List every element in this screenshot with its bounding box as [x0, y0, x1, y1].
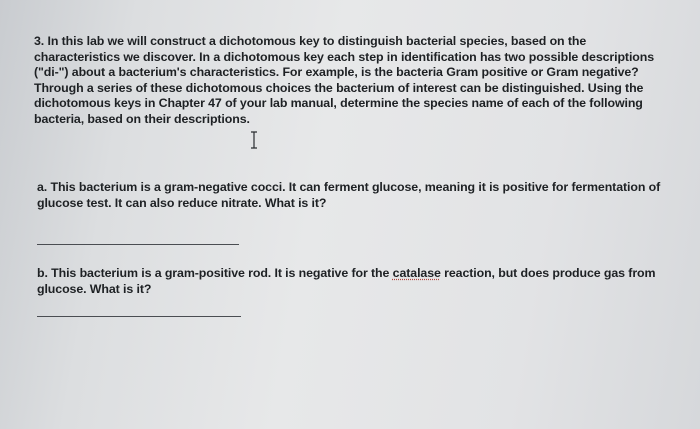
text-cursor-icon [250, 131, 258, 149]
question-3-text: 3. In this lab we will construct a dichotomous key to distinguish bacterial species, based on the characteristics we discover. In a dichotomous key each step in identification has two possible descriptions ("di-") about a bacterium's characteristics. For example, is the bacteria Gram positive or Gram negative? Through a series of these dichotomous choices the bacterium of interest can be distinguished. Using the dichotomous keys in Chapter 47 of your lab manual, determine the species name of each of the following bacteria, based on their descriptions. [34, 34, 655, 126]
part-b-text-after: reaction, but does produce gas from glucose. What is it? [37, 266, 656, 296]
part-a-text: a. This bacterium is a gram-negative cocci. It can ferment glucose, meaning it is positive for fermentation of glucose test. It can also reduce nitrate. What is it? [37, 180, 661, 210]
answer-line-b[interactable] [37, 316, 241, 317]
part-b-text-before: b. This bacterium is a gram-positive rod. It is negative for the [37, 266, 393, 280]
part-b-underlined-word: catalase [392, 266, 441, 280]
part-b-text [37, 266, 669, 297]
answer-line-a[interactable] [37, 244, 239, 245]
